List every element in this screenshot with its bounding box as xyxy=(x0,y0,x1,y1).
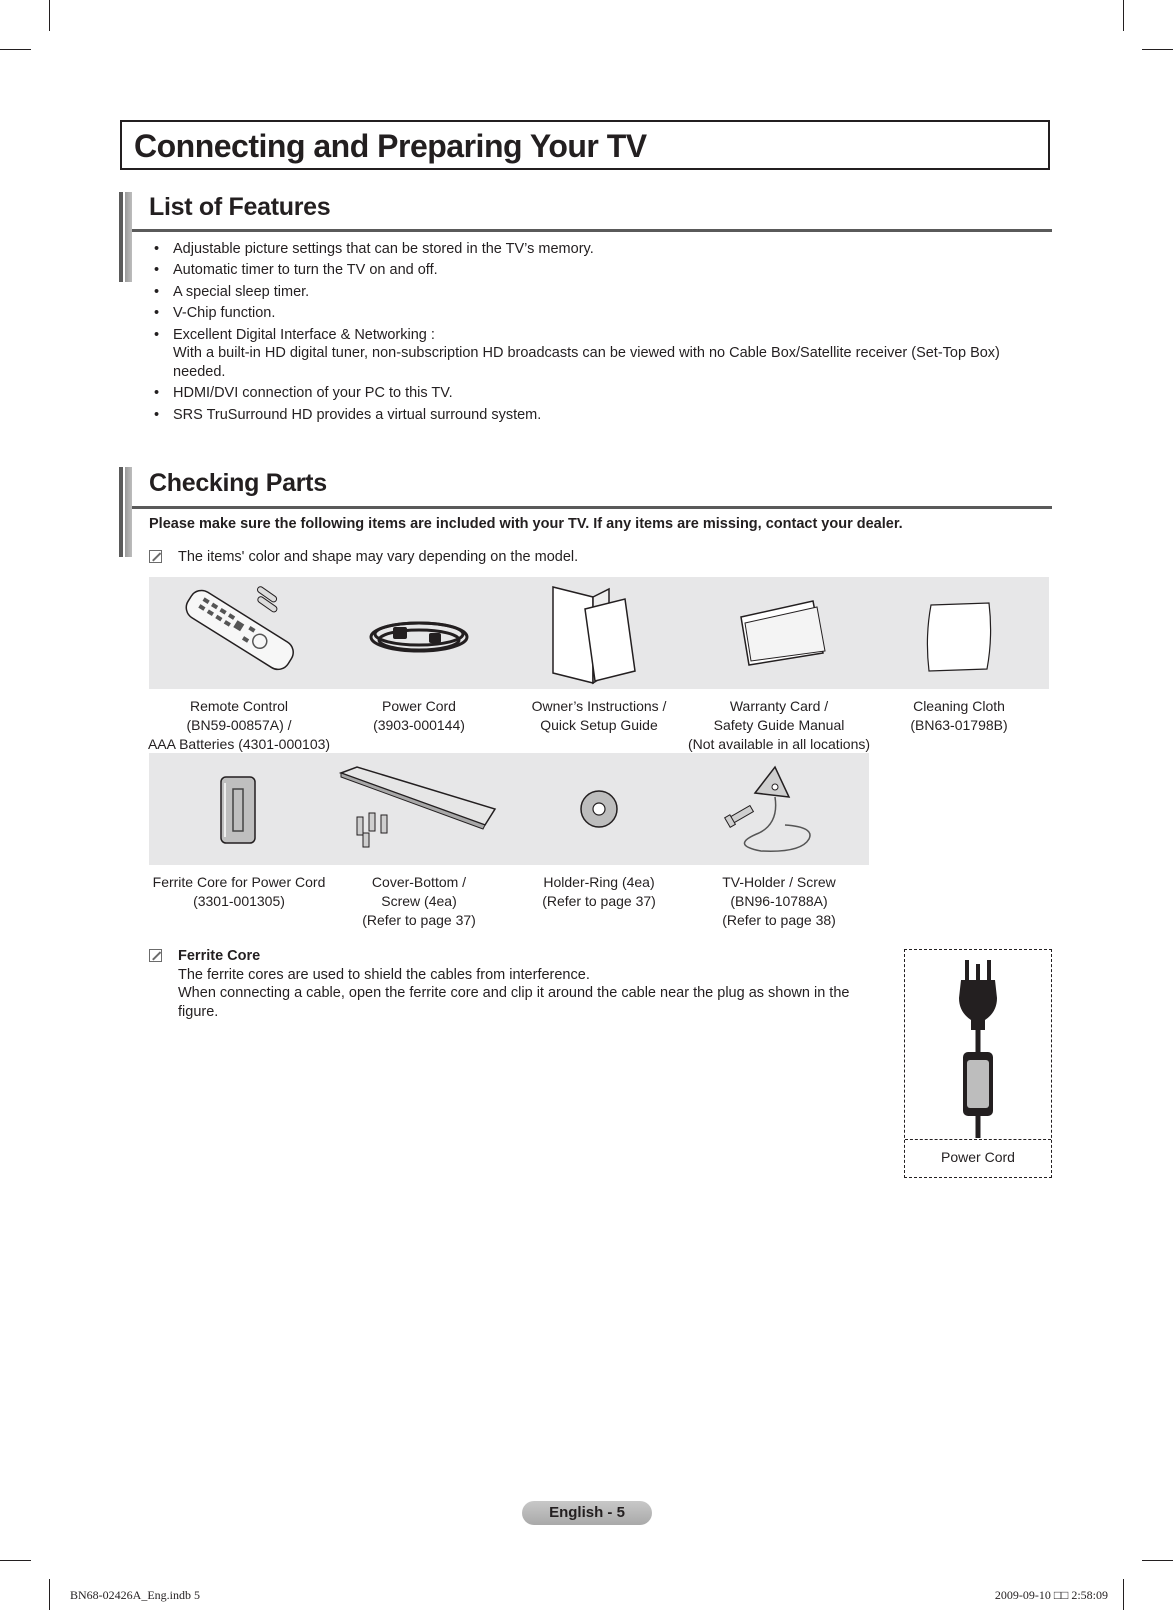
feature-text: Adjustable picture settings that can be stored in the TV’s memory. xyxy=(173,241,594,257)
feature-text: HDMI/DVI connection of your PC to this TV. xyxy=(173,385,453,402)
warranty-card-icon xyxy=(689,577,869,689)
feature-item xyxy=(153,283,1033,302)
part-label-line: (BN63-01798B) xyxy=(910,717,1008,733)
checking-title: Checking Parts xyxy=(149,469,327,497)
feature-text: SRS TruSurround HD provides a virtual surround system. xyxy=(173,406,542,423)
part-label-line: Remote Control xyxy=(189,698,289,714)
crop-mark xyxy=(49,0,50,31)
crop-mark xyxy=(1123,1579,1124,1610)
part-label-line: Cleaning Cloth xyxy=(913,698,1005,714)
part-label-line: Ferrite Core for Power Cord xyxy=(152,874,326,890)
feature-subtext: With a built-in HD digital tuner, non-subscription HD broadcasts can be viewed with no Cable Box/Satellite receiver (Set-Top Box) needed. xyxy=(173,345,1000,380)
ferrite-core-icon xyxy=(149,753,329,865)
feature-text: V-Chip function. xyxy=(173,305,276,322)
feature-item xyxy=(153,326,1033,382)
crop-mark xyxy=(0,1560,31,1561)
date-slug: 2009-09-10 □□ 2:58:09 xyxy=(994,1588,1108,1602)
part-label-tv-holder xyxy=(679,873,879,930)
file-slug: BN68-02426A_Eng.indb 5 xyxy=(70,1588,200,1602)
note-row xyxy=(149,548,849,568)
holder-ring-icon xyxy=(509,753,689,865)
part-label-line: Holder-Ring (4ea) xyxy=(543,874,655,890)
section-bar xyxy=(119,192,132,282)
page-title-box xyxy=(120,120,1050,170)
part-label-holder-ring xyxy=(499,873,699,911)
part-label-line: (Refer to page 37) xyxy=(542,893,656,909)
feature-item xyxy=(153,384,1033,403)
feature-item xyxy=(153,261,1033,280)
part-label-line: Owner’s Instructions / xyxy=(531,698,667,714)
crop-mark xyxy=(1142,49,1173,50)
part-label-power-cord xyxy=(319,697,519,735)
part-label-cover-bottom xyxy=(319,873,519,930)
part-label-line: Quick Setup Guide xyxy=(540,717,658,733)
power-cord-plug-icon xyxy=(905,950,1051,1138)
crop-mark xyxy=(1123,0,1124,31)
feature-item xyxy=(153,304,1033,323)
part-label-owners-instructions xyxy=(499,697,699,735)
cover-bottom-icon xyxy=(329,753,509,865)
part-label-line: (3903-000144) xyxy=(373,717,465,733)
tv-holder-icon xyxy=(689,753,869,865)
part-label-line: Power Cord xyxy=(382,698,456,714)
page-number-badge: English - 5 xyxy=(522,1501,652,1525)
feature-text: Automatic timer to turn the TV on and off. xyxy=(173,262,438,279)
note-icon xyxy=(149,550,162,563)
manual-icon xyxy=(509,577,689,689)
ferrite-text: The ferrite cores are used to shield the cables from interference. xyxy=(178,966,590,983)
ferrite-figure-box xyxy=(904,949,1052,1178)
ferrite-text: When connecting a cable, open the ferrite core and clip it around the cable near the plug as shown in the figure. xyxy=(178,985,850,1020)
cleaning-cloth-icon xyxy=(869,577,1049,689)
part-label-line: Warranty Card / xyxy=(729,698,829,714)
section-bar xyxy=(119,467,132,557)
section-rule xyxy=(132,229,1052,232)
feature-item xyxy=(153,240,1033,259)
part-label-line: Screw (4ea) xyxy=(381,893,457,909)
feature-text: Excellent Digital Interface & Networking : xyxy=(173,326,435,343)
page-title: Connecting and Preparing Your TV xyxy=(134,128,647,164)
part-label-line: (BN96-10788A) xyxy=(730,893,828,909)
section-rule xyxy=(132,506,1052,509)
part-label-remote-control xyxy=(139,697,339,754)
remote-control-icon xyxy=(149,577,329,689)
feature-item xyxy=(153,406,1033,425)
part-label-line: Safety Guide Manual xyxy=(713,717,845,733)
feature-text: A special sleep timer. xyxy=(173,283,310,300)
figure-divider xyxy=(905,1139,1051,1140)
part-label-line: Cover-Bottom / xyxy=(371,874,467,890)
part-label-ferrite-core xyxy=(139,873,339,911)
crop-mark xyxy=(0,49,31,50)
power-cord-icon xyxy=(329,577,509,689)
part-label-line: AAA Batteries (4301-000103) xyxy=(147,736,331,752)
crop-mark xyxy=(1142,1560,1173,1561)
features-list xyxy=(153,240,1033,427)
ferrite-note xyxy=(149,947,869,1027)
part-label-cleaning-cloth xyxy=(859,697,1059,735)
part-label-warranty-card xyxy=(679,697,879,754)
note-text: The items' color and shape may vary depending on the model. xyxy=(178,549,579,565)
features-title: List of Features xyxy=(149,193,331,221)
figure-caption: Power Cord xyxy=(941,1149,1015,1165)
part-label-line: (3301-001305) xyxy=(193,893,285,909)
part-label-line: (Refer to page 38) xyxy=(722,912,836,928)
note-icon xyxy=(149,949,162,962)
ferrite-title: Ferrite Core xyxy=(178,948,261,964)
part-label-line: (Not available in all locations) xyxy=(687,736,871,752)
part-label-line: (BN59-00857A) / xyxy=(186,717,292,733)
part-label-line: (Refer to page 37) xyxy=(362,912,476,928)
crop-mark xyxy=(49,1579,50,1610)
part-label-line: TV-Holder / Screw xyxy=(722,874,836,890)
checking-intro: Please make sure the following items are included with your TV. If any items are missing, contact your dealer. xyxy=(149,516,903,532)
